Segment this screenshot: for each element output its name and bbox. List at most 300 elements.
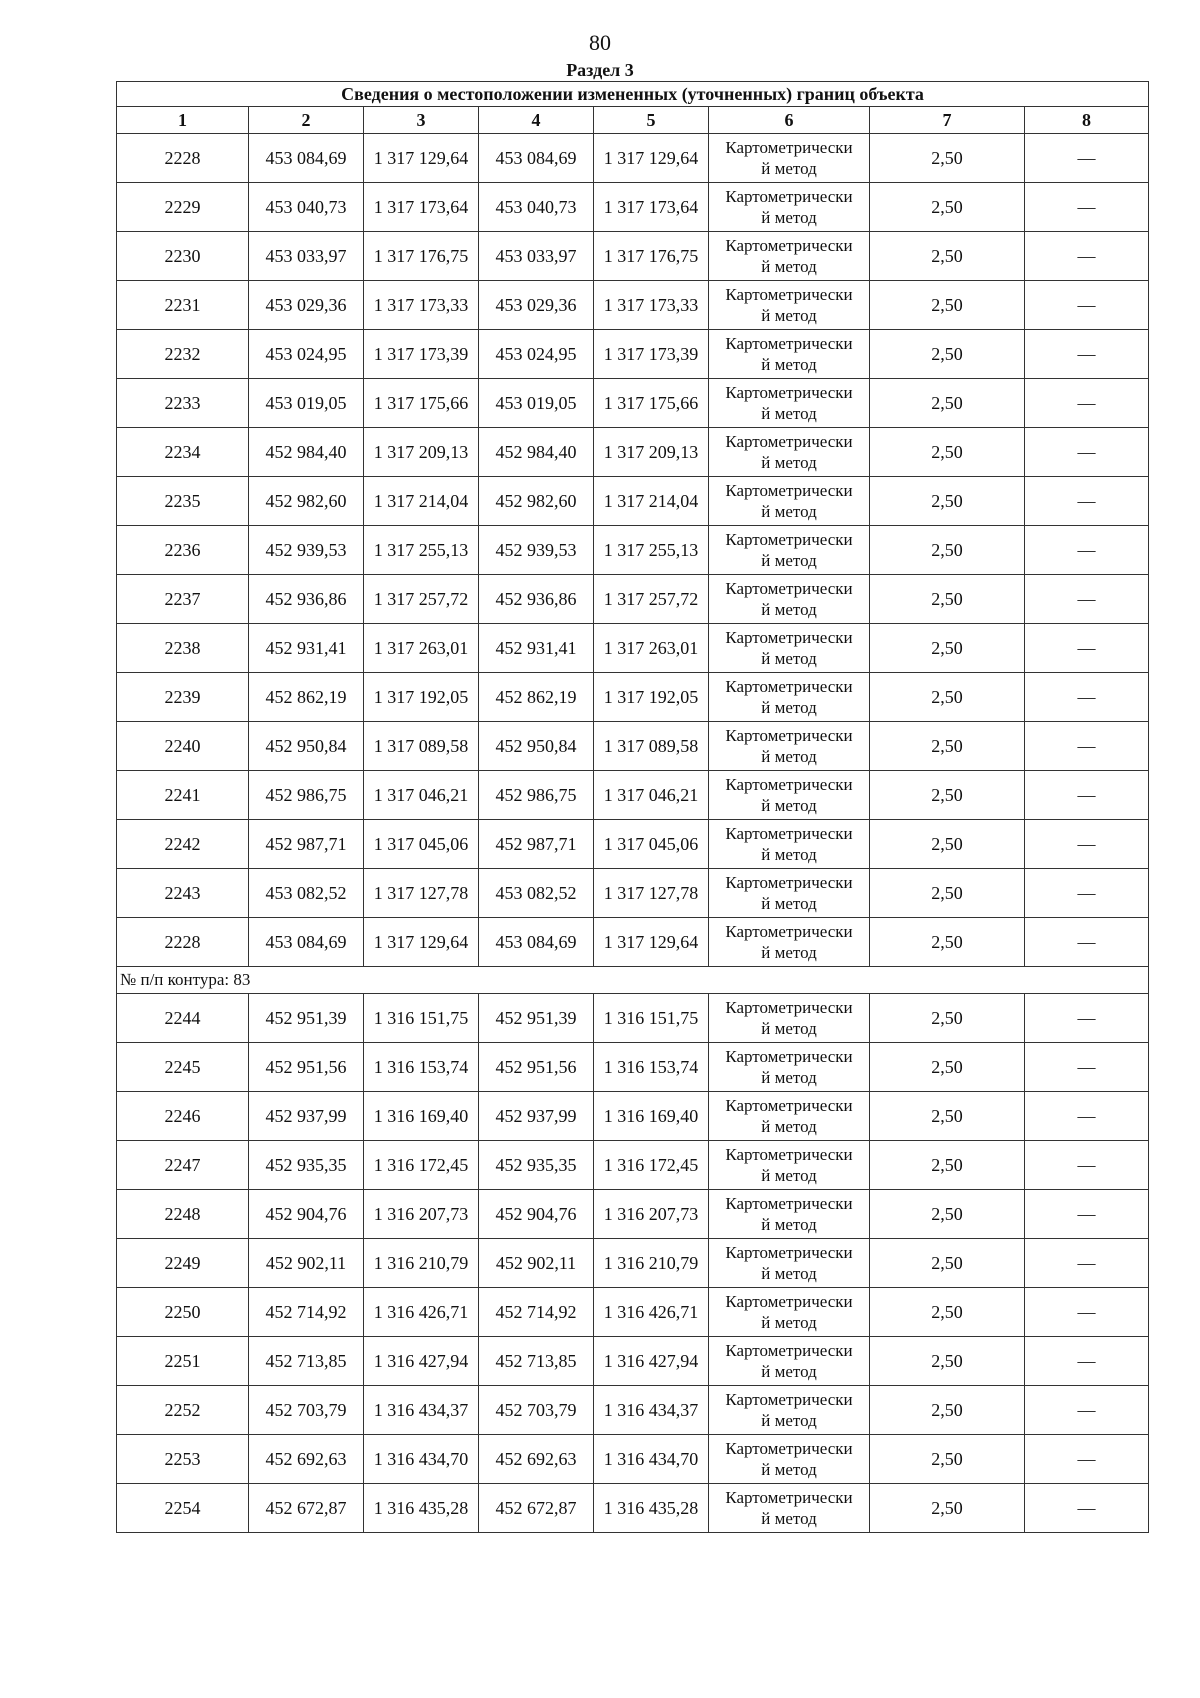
- method-text-line1: Картометрически: [725, 530, 853, 549]
- y-new-cell: 1 316 426,71: [594, 1288, 709, 1337]
- method-text-line2: й метод: [761, 502, 817, 521]
- description-cell: —: [1025, 994, 1149, 1043]
- table-row: [117, 1484, 1149, 1533]
- point-number-cell: 2234: [117, 428, 249, 477]
- method-text-line2: й метод: [761, 943, 817, 962]
- accuracy-cell: 2,50: [870, 771, 1025, 820]
- table-row: [117, 1190, 1149, 1239]
- x-existing-cell: 452 982,60: [249, 477, 364, 526]
- method-text-line2: й метод: [761, 894, 817, 913]
- method-text-line2: й метод: [761, 355, 817, 374]
- accuracy-cell: 2,50: [870, 477, 1025, 526]
- method-text-line2: й метод: [761, 845, 817, 864]
- table-row: [117, 232, 1149, 281]
- x-existing-cell: 453 019,05: [249, 379, 364, 428]
- description-cell: —: [1025, 1484, 1149, 1533]
- x-new-cell: 452 950,84: [479, 722, 594, 771]
- point-number-cell: 2228: [117, 134, 249, 183]
- method-text-line1: Картометрически: [725, 1439, 853, 1458]
- y-existing-cell: 1 317 175,66: [364, 379, 479, 428]
- method-cell: [709, 1484, 870, 1533]
- method-text-line1: Картометрически: [725, 383, 853, 402]
- description-cell: —: [1025, 379, 1149, 428]
- method-cell: [709, 1141, 870, 1190]
- column-header: 2: [249, 107, 364, 134]
- method-text-line1: Картометрически: [725, 726, 853, 745]
- table-row: [117, 281, 1149, 330]
- description-cell: —: [1025, 330, 1149, 379]
- x-existing-cell: 452 862,19: [249, 673, 364, 722]
- y-new-cell: 1 317 046,21: [594, 771, 709, 820]
- y-new-cell: 1 317 214,04: [594, 477, 709, 526]
- method-text-line1: Картометрически: [725, 579, 853, 598]
- accuracy-cell: 2,50: [870, 918, 1025, 967]
- method-cell: [709, 1435, 870, 1484]
- x-existing-cell: 452 951,56: [249, 1043, 364, 1092]
- y-new-cell: 1 317 129,64: [594, 134, 709, 183]
- method-cell: [709, 869, 870, 918]
- accuracy-cell: 2,50: [870, 575, 1025, 624]
- y-existing-cell: 1 317 263,01: [364, 624, 479, 673]
- x-existing-cell: 453 084,69: [249, 134, 364, 183]
- description-cell: —: [1025, 183, 1149, 232]
- accuracy-cell: 2,50: [870, 1386, 1025, 1435]
- x-new-cell: 452 692,63: [479, 1435, 594, 1484]
- table-row: [117, 1288, 1149, 1337]
- method-cell: [709, 428, 870, 477]
- method-text-line2: й метод: [761, 208, 817, 227]
- point-number-cell: 2253: [117, 1435, 249, 1484]
- y-new-cell: 1 317 176,75: [594, 232, 709, 281]
- table-row: [117, 918, 1149, 967]
- y-existing-cell: 1 316 169,40: [364, 1092, 479, 1141]
- method-cell: [709, 918, 870, 967]
- accuracy-cell: 2,50: [870, 281, 1025, 330]
- column-header: 6: [709, 107, 870, 134]
- x-existing-cell: 452 939,53: [249, 526, 364, 575]
- method-cell: [709, 526, 870, 575]
- y-new-cell: 1 317 173,33: [594, 281, 709, 330]
- point-number-cell: 2246: [117, 1092, 249, 1141]
- point-number-cell: 2244: [117, 994, 249, 1043]
- y-existing-cell: 1 316 151,75: [364, 994, 479, 1043]
- x-existing-cell: 453 024,95: [249, 330, 364, 379]
- method-text-line2: й метод: [761, 1166, 817, 1185]
- x-existing-cell: 452 902,11: [249, 1239, 364, 1288]
- y-new-cell: 1 317 173,64: [594, 183, 709, 232]
- method-text-line1: Картометрически: [725, 1292, 853, 1311]
- method-text-line2: й метод: [761, 404, 817, 423]
- method-text-line1: Картометрически: [725, 1096, 853, 1115]
- table-row: [117, 183, 1149, 232]
- x-new-cell: 452 951,39: [479, 994, 594, 1043]
- description-cell: —: [1025, 1435, 1149, 1484]
- coordinates-table: [116, 81, 1149, 1533]
- x-new-cell: 452 714,92: [479, 1288, 594, 1337]
- table-header-row: [117, 107, 1149, 134]
- x-new-cell: 452 904,76: [479, 1190, 594, 1239]
- method-text-line2: й метод: [761, 1460, 817, 1479]
- accuracy-cell: 2,50: [870, 820, 1025, 869]
- x-existing-cell: 452 950,84: [249, 722, 364, 771]
- y-existing-cell: 1 316 435,28: [364, 1484, 479, 1533]
- description-cell: —: [1025, 526, 1149, 575]
- accuracy-cell: 2,50: [870, 1435, 1025, 1484]
- y-existing-cell: 1 317 257,72: [364, 575, 479, 624]
- x-new-cell: 453 033,97: [479, 232, 594, 281]
- y-new-cell: 1 316 210,79: [594, 1239, 709, 1288]
- method-text-line2: й метод: [761, 1264, 817, 1283]
- y-existing-cell: 1 317 046,21: [364, 771, 479, 820]
- x-existing-cell: 452 987,71: [249, 820, 364, 869]
- method-text-line2: й метод: [761, 698, 817, 717]
- description-cell: —: [1025, 281, 1149, 330]
- method-cell: [709, 1337, 870, 1386]
- point-number-cell: 2248: [117, 1190, 249, 1239]
- description-cell: —: [1025, 722, 1149, 771]
- accuracy-cell: 2,50: [870, 1337, 1025, 1386]
- y-existing-cell: 1 317 176,75: [364, 232, 479, 281]
- accuracy-cell: 2,50: [870, 1288, 1025, 1337]
- y-existing-cell: 1 317 173,64: [364, 183, 479, 232]
- y-new-cell: 1 317 257,72: [594, 575, 709, 624]
- method-text-line1: Картометрически: [725, 1194, 853, 1213]
- point-number-cell: 2240: [117, 722, 249, 771]
- method-text-line2: й метод: [761, 1117, 817, 1136]
- table-row: [117, 771, 1149, 820]
- x-existing-cell: 452 951,39: [249, 994, 364, 1043]
- description-cell: —: [1025, 134, 1149, 183]
- point-number-cell: 2242: [117, 820, 249, 869]
- table-row: [117, 379, 1149, 428]
- x-existing-cell: 452 986,75: [249, 771, 364, 820]
- table-caption-row: [117, 82, 1149, 107]
- method-text-line1: Картометрически: [725, 236, 853, 255]
- x-existing-cell: 452 692,63: [249, 1435, 364, 1484]
- description-cell: —: [1025, 869, 1149, 918]
- y-existing-cell: 1 316 210,79: [364, 1239, 479, 1288]
- method-text-line2: й метод: [761, 1313, 817, 1332]
- x-new-cell: 453 040,73: [479, 183, 594, 232]
- accuracy-cell: 2,50: [870, 526, 1025, 575]
- table-row: [117, 1435, 1149, 1484]
- y-new-cell: 1 317 175,66: [594, 379, 709, 428]
- contour-label: № п/п контура: 83: [117, 967, 1149, 994]
- point-number-cell: 2243: [117, 869, 249, 918]
- y-existing-cell: 1 317 255,13: [364, 526, 479, 575]
- column-header: 3: [364, 107, 479, 134]
- method-text-line1: Картометрически: [725, 775, 853, 794]
- accuracy-cell: 2,50: [870, 134, 1025, 183]
- method-cell: [709, 1043, 870, 1092]
- method-text-line1: Картометрически: [725, 138, 853, 157]
- point-number-cell: 2237: [117, 575, 249, 624]
- method-cell: [709, 624, 870, 673]
- y-new-cell: 1 316 434,70: [594, 1435, 709, 1484]
- y-new-cell: 1 317 192,05: [594, 673, 709, 722]
- accuracy-cell: 2,50: [870, 330, 1025, 379]
- method-cell: [709, 477, 870, 526]
- accuracy-cell: 2,50: [870, 673, 1025, 722]
- point-number-cell: 2250: [117, 1288, 249, 1337]
- x-existing-cell: 452 672,87: [249, 1484, 364, 1533]
- x-new-cell: 453 019,05: [479, 379, 594, 428]
- x-new-cell: 452 862,19: [479, 673, 594, 722]
- y-existing-cell: 1 316 207,73: [364, 1190, 479, 1239]
- method-text-line2: й метод: [761, 1215, 817, 1234]
- description-cell: —: [1025, 1141, 1149, 1190]
- description-cell: —: [1025, 1092, 1149, 1141]
- method-text-line1: Картометрически: [725, 187, 853, 206]
- y-new-cell: 1 316 207,73: [594, 1190, 709, 1239]
- point-number-cell: 2235: [117, 477, 249, 526]
- method-text-line2: й метод: [761, 649, 817, 668]
- x-existing-cell: 453 040,73: [249, 183, 364, 232]
- accuracy-cell: 2,50: [870, 994, 1025, 1043]
- y-new-cell: 1 317 129,64: [594, 918, 709, 967]
- x-existing-cell: 452 904,76: [249, 1190, 364, 1239]
- x-new-cell: 453 084,69: [479, 134, 594, 183]
- method-text-line1: Картометрически: [725, 334, 853, 353]
- section-title: Раздел 3: [566, 60, 634, 80]
- description-cell: —: [1025, 1386, 1149, 1435]
- description-cell: —: [1025, 1190, 1149, 1239]
- contour-row: [117, 967, 1149, 994]
- method-text-line1: Картометрически: [725, 285, 853, 304]
- y-new-cell: 1 317 263,01: [594, 624, 709, 673]
- accuracy-cell: 2,50: [870, 1043, 1025, 1092]
- accuracy-cell: 2,50: [870, 183, 1025, 232]
- method-cell: [709, 673, 870, 722]
- method-text-line1: Картометрически: [725, 481, 853, 500]
- method-cell: [709, 232, 870, 281]
- x-new-cell: 452 672,87: [479, 1484, 594, 1533]
- description-cell: —: [1025, 624, 1149, 673]
- x-existing-cell: 453 029,36: [249, 281, 364, 330]
- x-new-cell: 453 084,69: [479, 918, 594, 967]
- x-new-cell: 452 713,85: [479, 1337, 594, 1386]
- x-new-cell: 452 982,60: [479, 477, 594, 526]
- method-text-line2: й метод: [761, 257, 817, 276]
- y-existing-cell: 1 316 434,37: [364, 1386, 479, 1435]
- y-existing-cell: 1 317 173,33: [364, 281, 479, 330]
- accuracy-cell: 2,50: [870, 624, 1025, 673]
- table-row: [117, 477, 1149, 526]
- table-row: [117, 134, 1149, 183]
- column-header: 5: [594, 107, 709, 134]
- y-new-cell: 1 317 209,13: [594, 428, 709, 477]
- y-existing-cell: 1 317 173,39: [364, 330, 479, 379]
- method-text-line1: Картометрически: [725, 998, 853, 1017]
- x-new-cell: 452 937,99: [479, 1092, 594, 1141]
- y-existing-cell: 1 317 089,58: [364, 722, 479, 771]
- point-number-cell: 2249: [117, 1239, 249, 1288]
- method-text-line1: Картометрически: [725, 1390, 853, 1409]
- method-cell: [709, 771, 870, 820]
- x-existing-cell: 452 714,92: [249, 1288, 364, 1337]
- point-number-cell: 2236: [117, 526, 249, 575]
- accuracy-cell: 2,50: [870, 232, 1025, 281]
- y-new-cell: 1 316 435,28: [594, 1484, 709, 1533]
- x-new-cell: 452 931,41: [479, 624, 594, 673]
- method-text-line2: й метод: [761, 1019, 817, 1038]
- description-cell: —: [1025, 918, 1149, 967]
- x-existing-cell: 452 713,85: [249, 1337, 364, 1386]
- x-new-cell: 452 987,71: [479, 820, 594, 869]
- point-number-cell: 2254: [117, 1484, 249, 1533]
- description-cell: —: [1025, 1043, 1149, 1092]
- point-number-cell: 2229: [117, 183, 249, 232]
- x-existing-cell: 452 931,41: [249, 624, 364, 673]
- method-text-line2: й метод: [761, 1362, 817, 1381]
- y-existing-cell: 1 316 427,94: [364, 1337, 479, 1386]
- point-number-cell: 2231: [117, 281, 249, 330]
- y-existing-cell: 1 316 172,45: [364, 1141, 479, 1190]
- description-cell: —: [1025, 428, 1149, 477]
- accuracy-cell: 2,50: [870, 1092, 1025, 1141]
- column-header: 4: [479, 107, 594, 134]
- table-row: [117, 624, 1149, 673]
- description-cell: —: [1025, 575, 1149, 624]
- point-number-cell: 2247: [117, 1141, 249, 1190]
- table-row: [117, 575, 1149, 624]
- y-new-cell: 1 316 427,94: [594, 1337, 709, 1386]
- description-cell: —: [1025, 1239, 1149, 1288]
- x-existing-cell: 452 936,86: [249, 575, 364, 624]
- method-cell: [709, 575, 870, 624]
- description-cell: —: [1025, 673, 1149, 722]
- accuracy-cell: 2,50: [870, 1141, 1025, 1190]
- x-existing-cell: 452 703,79: [249, 1386, 364, 1435]
- method-cell: [709, 1239, 870, 1288]
- y-existing-cell: 1 317 127,78: [364, 869, 479, 918]
- x-new-cell: 452 902,11: [479, 1239, 594, 1288]
- x-existing-cell: 452 935,35: [249, 1141, 364, 1190]
- description-cell: —: [1025, 232, 1149, 281]
- method-text-line2: й метод: [761, 796, 817, 815]
- description-cell: —: [1025, 477, 1149, 526]
- y-new-cell: 1 317 045,06: [594, 820, 709, 869]
- method-text-line1: Картометрически: [725, 1488, 853, 1507]
- method-text-line1: Картометрически: [725, 824, 853, 843]
- y-existing-cell: 1 317 129,64: [364, 134, 479, 183]
- point-number-cell: 2232: [117, 330, 249, 379]
- method-text-line2: й метод: [761, 1068, 817, 1087]
- accuracy-cell: 2,50: [870, 722, 1025, 771]
- x-existing-cell: 452 984,40: [249, 428, 364, 477]
- x-new-cell: 452 951,56: [479, 1043, 594, 1092]
- table-row: [117, 1239, 1149, 1288]
- accuracy-cell: 2,50: [870, 1190, 1025, 1239]
- method-text-line1: Картометрически: [725, 628, 853, 647]
- method-text-line1: Картометрически: [725, 432, 853, 451]
- method-text-line1: Картометрически: [725, 922, 853, 941]
- method-text-line2: й метод: [761, 159, 817, 178]
- point-number-cell: 2228: [117, 918, 249, 967]
- column-header: 1: [117, 107, 249, 134]
- method-text-line2: й метод: [761, 1509, 817, 1528]
- table-row: [117, 428, 1149, 477]
- point-number-cell: 2245: [117, 1043, 249, 1092]
- x-new-cell: 452 936,86: [479, 575, 594, 624]
- column-header: 8: [1025, 107, 1149, 134]
- y-new-cell: 1 317 173,39: [594, 330, 709, 379]
- accuracy-cell: 2,50: [870, 379, 1025, 428]
- point-number-cell: 2241: [117, 771, 249, 820]
- table-row: [117, 1337, 1149, 1386]
- y-existing-cell: 1 316 434,70: [364, 1435, 479, 1484]
- x-new-cell: 452 984,40: [479, 428, 594, 477]
- table-row: [117, 1141, 1149, 1190]
- method-text-line2: й метод: [761, 453, 817, 472]
- y-new-cell: 1 317 089,58: [594, 722, 709, 771]
- x-existing-cell: 453 084,69: [249, 918, 364, 967]
- x-new-cell: 453 029,36: [479, 281, 594, 330]
- table-row: [117, 820, 1149, 869]
- table-row: [117, 1386, 1149, 1435]
- method-text-line1: Картометрически: [725, 677, 853, 696]
- y-existing-cell: 1 316 153,74: [364, 1043, 479, 1092]
- table-row: [117, 673, 1149, 722]
- accuracy-cell: 2,50: [870, 1484, 1025, 1533]
- page-number: 80: [589, 30, 611, 55]
- table-row: [117, 722, 1149, 771]
- accuracy-cell: 2,50: [870, 869, 1025, 918]
- description-cell: —: [1025, 820, 1149, 869]
- y-new-cell: 1 316 434,37: [594, 1386, 709, 1435]
- method-text-line1: Картометрически: [725, 1047, 853, 1066]
- description-cell: —: [1025, 771, 1149, 820]
- table-row: [117, 526, 1149, 575]
- table-row: [117, 869, 1149, 918]
- x-existing-cell: 453 082,52: [249, 869, 364, 918]
- method-cell: [709, 134, 870, 183]
- method-cell: [709, 1288, 870, 1337]
- method-cell: [709, 379, 870, 428]
- method-text-line2: й метод: [761, 551, 817, 570]
- x-new-cell: 452 986,75: [479, 771, 594, 820]
- y-existing-cell: 1 317 209,13: [364, 428, 479, 477]
- x-existing-cell: 453 033,97: [249, 232, 364, 281]
- method-text-line1: Картометрически: [725, 873, 853, 892]
- method-cell: [709, 1092, 870, 1141]
- y-existing-cell: 1 317 214,04: [364, 477, 479, 526]
- y-new-cell: 1 317 255,13: [594, 526, 709, 575]
- y-new-cell: 1 316 153,74: [594, 1043, 709, 1092]
- point-number-cell: 2239: [117, 673, 249, 722]
- description-cell: —: [1025, 1288, 1149, 1337]
- method-text-line1: Картометрически: [725, 1243, 853, 1262]
- method-cell: [709, 281, 870, 330]
- method-text-line1: Картометрически: [725, 1341, 853, 1360]
- method-cell: [709, 330, 870, 379]
- table-row: [117, 994, 1149, 1043]
- x-new-cell: 452 939,53: [479, 526, 594, 575]
- accuracy-cell: 2,50: [870, 428, 1025, 477]
- table-row: [117, 1092, 1149, 1141]
- table-caption: Сведения о местоположении измененных (уточненных) границ объекта: [117, 82, 1149, 107]
- accuracy-cell: 2,50: [870, 1239, 1025, 1288]
- method-cell: [709, 1190, 870, 1239]
- x-new-cell: 452 703,79: [479, 1386, 594, 1435]
- method-cell: [709, 994, 870, 1043]
- x-existing-cell: 452 937,99: [249, 1092, 364, 1141]
- method-cell: [709, 722, 870, 771]
- method-text-line2: й метод: [761, 306, 817, 325]
- x-new-cell: 452 935,35: [479, 1141, 594, 1190]
- x-new-cell: 453 082,52: [479, 869, 594, 918]
- y-new-cell: 1 317 127,78: [594, 869, 709, 918]
